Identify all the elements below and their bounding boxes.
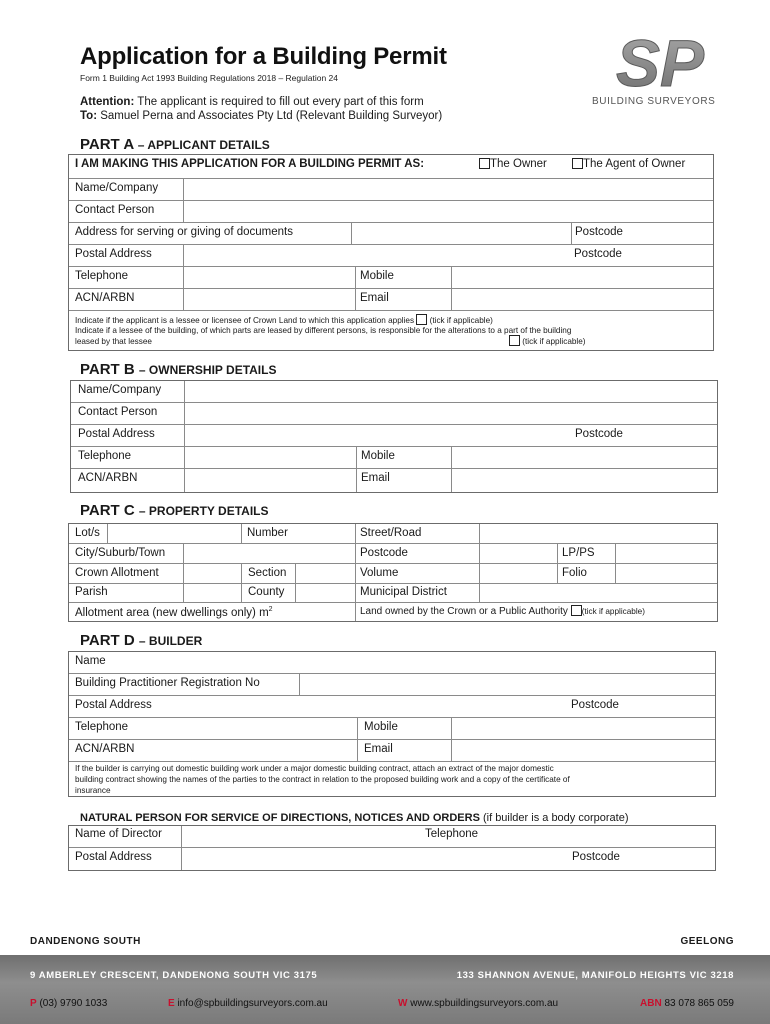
d-postal-row — [69, 696, 715, 718]
agent-option[interactable] — [572, 158, 685, 170]
parish-label: Parish — [75, 586, 108, 598]
a-email-cell — [355, 289, 451, 310]
a-acn-field[interactable] — [183, 289, 355, 310]
d-name-row — [69, 652, 715, 674]
b-phone-row — [71, 447, 717, 469]
footer-web[interactable] — [398, 998, 558, 1009]
d-registration-field[interactable] — [299, 674, 715, 695]
a-serving-label: Address for serving or giving of documents — [75, 226, 293, 238]
footer-phone-value: (03) 9790 1033 — [39, 998, 108, 1009]
crown-land-line — [360, 605, 645, 617]
a-contact-row — [69, 201, 713, 223]
a-postal-postcode-label: Postcode — [574, 248, 622, 260]
director-telephone-field[interactable] — [489, 826, 715, 847]
a-postal-field[interactable] — [183, 245, 571, 266]
b-acn-field[interactable] — [184, 469, 356, 492]
np-postcode-label: Postcode — [572, 851, 620, 863]
b-mobile-field[interactable] — [451, 447, 717, 468]
form-subtitle: Form 1 Building Act 1993 Building Regulations 2018 – Regulation 24 — [80, 73, 339, 83]
a-lessee-row — [69, 311, 713, 350]
np-postal-row — [69, 848, 715, 870]
director-row — [69, 826, 715, 848]
lessee-building-tick — [509, 335, 586, 347]
street-label: Street/Road — [360, 527, 422, 539]
a-serving-postcode-label: Postcode — [575, 226, 623, 238]
part-c-form — [68, 523, 718, 622]
a-mobile-cell — [355, 267, 451, 288]
b-name-row — [71, 381, 717, 403]
folio-cell — [557, 564, 615, 583]
d-postcode-label: Postcode — [571, 699, 619, 711]
volume-field[interactable] — [479, 564, 557, 583]
footer-abn-value: 83 078 865 059 — [664, 998, 734, 1009]
county-cell — [241, 584, 295, 602]
b-mobile-cell — [356, 447, 451, 468]
c-postcode-cell — [355, 544, 479, 563]
b-name-label: Name/Company — [78, 384, 162, 396]
to-label: To: — [80, 110, 98, 122]
part-c-heading — [80, 502, 269, 519]
b-acn-row — [71, 469, 717, 492]
part-b-subtitle: – OWNERSHIP DETAILS — [138, 363, 277, 377]
b-telephone-label: Telephone — [78, 450, 132, 462]
municipal-field[interactable] — [479, 584, 717, 602]
natural-person-heading — [80, 812, 628, 824]
county-label: County — [248, 586, 285, 598]
footer-web-value[interactable]: www.spbuildingsurveyors.com.au — [410, 998, 559, 1009]
d-registration-label: Building Practitioner Registration No — [75, 677, 260, 689]
a-name-row — [69, 179, 713, 201]
np-postal-field[interactable] — [181, 848, 715, 870]
crown-allotment-field[interactable] — [183, 564, 241, 583]
lots-field[interactable] — [107, 524, 241, 543]
d-acn-row — [69, 740, 715, 762]
part-a-title: PART A — [80, 136, 134, 153]
footer-abn-key: ABN — [640, 998, 662, 1009]
lessee-crown-text: Indicate if the applicant is a lessee or licensee of Crown Land to which this application applies — [75, 316, 415, 325]
applicant-type-row — [69, 155, 713, 179]
agent-checkbox[interactable] — [572, 158, 583, 169]
a-contact-label: Contact Person — [75, 204, 155, 216]
street-field[interactable] — [479, 524, 717, 543]
c-lot-row — [69, 524, 717, 544]
b-mobile-label: Mobile — [361, 450, 395, 462]
a-serving-row — [69, 223, 713, 245]
allotment-area-label — [75, 606, 273, 619]
part-b-title: PART B — [80, 361, 135, 378]
municipal-cell — [355, 584, 479, 602]
d-acn-label: ACN/ARBN — [75, 743, 135, 755]
folio-field[interactable] — [615, 564, 717, 583]
section-label: Section — [248, 567, 287, 579]
part-a-form — [68, 154, 714, 351]
c-postcode-field[interactable] — [479, 544, 557, 563]
a-postal-row — [69, 245, 713, 267]
b-postal-label: Postal Address — [78, 428, 155, 440]
footer-city-left: DANDENONG SOUTH — [30, 936, 141, 947]
folio-label: Folio — [562, 567, 587, 579]
a-mobile-field[interactable] — [451, 267, 713, 288]
crown-allotment-label: Crown Allotment — [75, 567, 159, 579]
part-b-form — [70, 380, 718, 493]
d-mobile-cell — [357, 718, 451, 739]
a-acn-label: ACN/ARBN — [75, 292, 135, 304]
crown-land-checkbox[interactable] — [571, 605, 582, 616]
natural-person-note: (if builder is a body corporate) — [482, 812, 629, 824]
b-telephone-field[interactable] — [184, 447, 356, 468]
lpps-cell — [557, 544, 615, 563]
a-telephone-label: Telephone — [75, 270, 129, 282]
b-contact-row — [71, 403, 717, 425]
number-cell[interactable] — [241, 524, 355, 543]
footer-email-value[interactable]: info@spbuildingsurveyors.com.au — [177, 998, 328, 1009]
a-email-label: Email — [360, 292, 389, 304]
b-acn-label: ACN/ARBN — [78, 472, 138, 484]
volume-label: Volume — [360, 567, 399, 579]
footer-address-left: 9 AMBERLEY CRESCENT, DANDENONG SOUTH VIC 3175 — [30, 970, 318, 981]
director-field[interactable] — [181, 826, 415, 847]
part-c-title: PART C — [80, 502, 135, 519]
a-postal-postcode-cell[interactable] — [571, 245, 713, 266]
d-name-field[interactable] — [113, 652, 715, 673]
part-b-heading — [80, 361, 276, 378]
part-d-subtitle: – BUILDER — [138, 634, 203, 648]
lots-label: Lot/s — [75, 527, 100, 539]
footer-city-right: GEELONG — [680, 936, 734, 947]
volume-cell — [355, 564, 479, 583]
crown-land-label: Land owned by the Crown or a Public Authority — [360, 606, 568, 617]
natural-person-title: NATURAL PERSON FOR SERVICE OF DIRECTIONS, NOTICES AND ORDERS — [80, 812, 480, 824]
d-email-field[interactable] — [451, 740, 715, 761]
lessee-building-text-1: Indicate if a lessee of the building, of which parts are leased by different persons, is responsible for the alterations to a part of the building — [75, 326, 572, 335]
d-email-cell — [357, 740, 451, 761]
d-note-row — [69, 762, 715, 796]
footer-email-key: E — [168, 998, 175, 1009]
lpps-label: LP/PS — [562, 547, 595, 559]
part-a-heading — [80, 136, 270, 153]
b-email-field[interactable] — [451, 469, 717, 492]
b-name-field[interactable] — [184, 381, 717, 402]
lessee-building-text-2: leased by that lessee — [75, 337, 152, 346]
d-postal-label: Postal Address — [75, 699, 152, 711]
a-name-field[interactable] — [183, 179, 713, 200]
footer-web-key: W — [398, 998, 408, 1009]
section-field[interactable] — [295, 564, 355, 583]
d-reg-row — [69, 674, 715, 696]
footer-phone-key: P — [30, 998, 37, 1009]
director-label: Name of Director — [75, 828, 162, 840]
number-label: Number — [247, 527, 288, 539]
d-phone-row — [69, 718, 715, 740]
allotment-area-sup: 2 — [268, 606, 273, 613]
owner-option[interactable] — [479, 158, 547, 170]
attention-label: Attention: — [80, 96, 135, 108]
footer-address-right: 133 SHANNON AVENUE, MANIFOLD HEIGHTS VIC 3218 — [456, 970, 734, 981]
lpps-field[interactable] — [615, 544, 717, 563]
d-email-label: Email — [364, 743, 393, 755]
municipal-label: Municipal District — [360, 586, 447, 598]
logo-mark: SP — [615, 28, 705, 100]
a-postal-label: Postal Address — [75, 248, 152, 260]
attention-text: The applicant is required to fill out every part of this form — [137, 96, 424, 108]
b-postcode-label: Postcode — [575, 428, 623, 440]
footer-band — [0, 955, 770, 1024]
b-postal-field[interactable] — [184, 425, 717, 446]
a-telephone-field[interactable] — [183, 267, 355, 288]
b-email-label: Email — [361, 472, 390, 484]
city-field[interactable] — [183, 544, 355, 563]
attention-block — [80, 95, 442, 123]
b-contact-label: Contact Person — [78, 406, 158, 418]
d-note-line-1: If the builder is carrying out domestic building work under a major domestic building contract, attach an extract of the major domestic — [75, 764, 554, 773]
d-note-line-3: insurance — [75, 786, 111, 795]
part-a-subtitle: – APPLICANT DETAILS — [137, 138, 270, 152]
part-c-subtitle: – PROPERTY DETAILS — [138, 504, 269, 518]
lessee-building-checkbox[interactable] — [509, 335, 520, 346]
d-note-line-2: building contract showing the names of the parties to the contract in relation to the proposed building work and a copy of the certificate of — [75, 775, 570, 784]
footer-email[interactable] — [168, 998, 328, 1009]
part-d-form — [68, 651, 716, 797]
crown-land-tick: (tick if applicable) — [581, 607, 645, 616]
natural-person-form — [68, 825, 716, 871]
np-postal-label: Postal Address — [75, 851, 152, 863]
owner-option-label: The Owner — [490, 158, 547, 170]
c-area-row — [69, 603, 717, 621]
section-cell — [241, 564, 295, 583]
a-mobile-label: Mobile — [360, 270, 394, 282]
a-serving-postcode-cell[interactable] — [571, 223, 713, 244]
page-title: Application for a Building Permit — [80, 43, 447, 70]
a-acn-row — [69, 289, 713, 311]
d-mobile-field[interactable] — [451, 718, 715, 739]
a-contact-field[interactable] — [183, 201, 713, 222]
c-parish-row — [69, 584, 717, 603]
director-telephone-label: Telephone — [425, 828, 479, 840]
d-telephone-label: Telephone — [75, 721, 129, 733]
b-contact-field[interactable] — [184, 403, 717, 424]
agent-option-label: The Agent of Owner — [583, 158, 686, 170]
city-label: City/Suburb/Town — [75, 547, 166, 559]
footer-abn — [640, 998, 734, 1009]
footer-phone — [30, 998, 107, 1009]
part-d-title: PART D — [80, 632, 135, 649]
logo-text: BUILDING SURVEYORS — [592, 96, 716, 107]
lessee-crown-checkbox[interactable] — [416, 314, 427, 325]
d-postal-field[interactable] — [183, 696, 715, 717]
to-text: Samuel Perna and Associates Pty Ltd (Relevant Building Surveyor) — [100, 110, 443, 122]
a-email-field[interactable] — [451, 289, 713, 310]
b-email-cell — [356, 469, 451, 492]
d-name-label: Name — [75, 655, 106, 667]
owner-checkbox[interactable] — [479, 158, 490, 169]
part-d-heading — [80, 632, 202, 649]
tick2-text: (tick if applicable) — [522, 337, 586, 346]
a-serving-field[interactable] — [351, 223, 571, 244]
c-city-row — [69, 544, 717, 564]
county-field[interactable] — [295, 584, 355, 602]
making-as-label: I AM MAKING THIS APPLICATION FOR A BUILDING PERMIT AS: — [75, 158, 425, 170]
street-cell — [355, 524, 479, 543]
allotment-area-text: Allotment area (new dwellings only) m — [75, 606, 269, 619]
a-phone-row — [69, 267, 713, 289]
parish-field[interactable] — [183, 584, 241, 602]
c-crown-row — [69, 564, 717, 584]
a-name-label: Name/Company — [75, 182, 159, 194]
crown-land-cell — [355, 603, 717, 621]
tick1-text: (tick if applicable) — [429, 316, 493, 325]
c-postcode-label: Postcode — [360, 547, 408, 559]
d-mobile-label: Mobile — [364, 721, 398, 733]
b-postal-row — [71, 425, 717, 447]
